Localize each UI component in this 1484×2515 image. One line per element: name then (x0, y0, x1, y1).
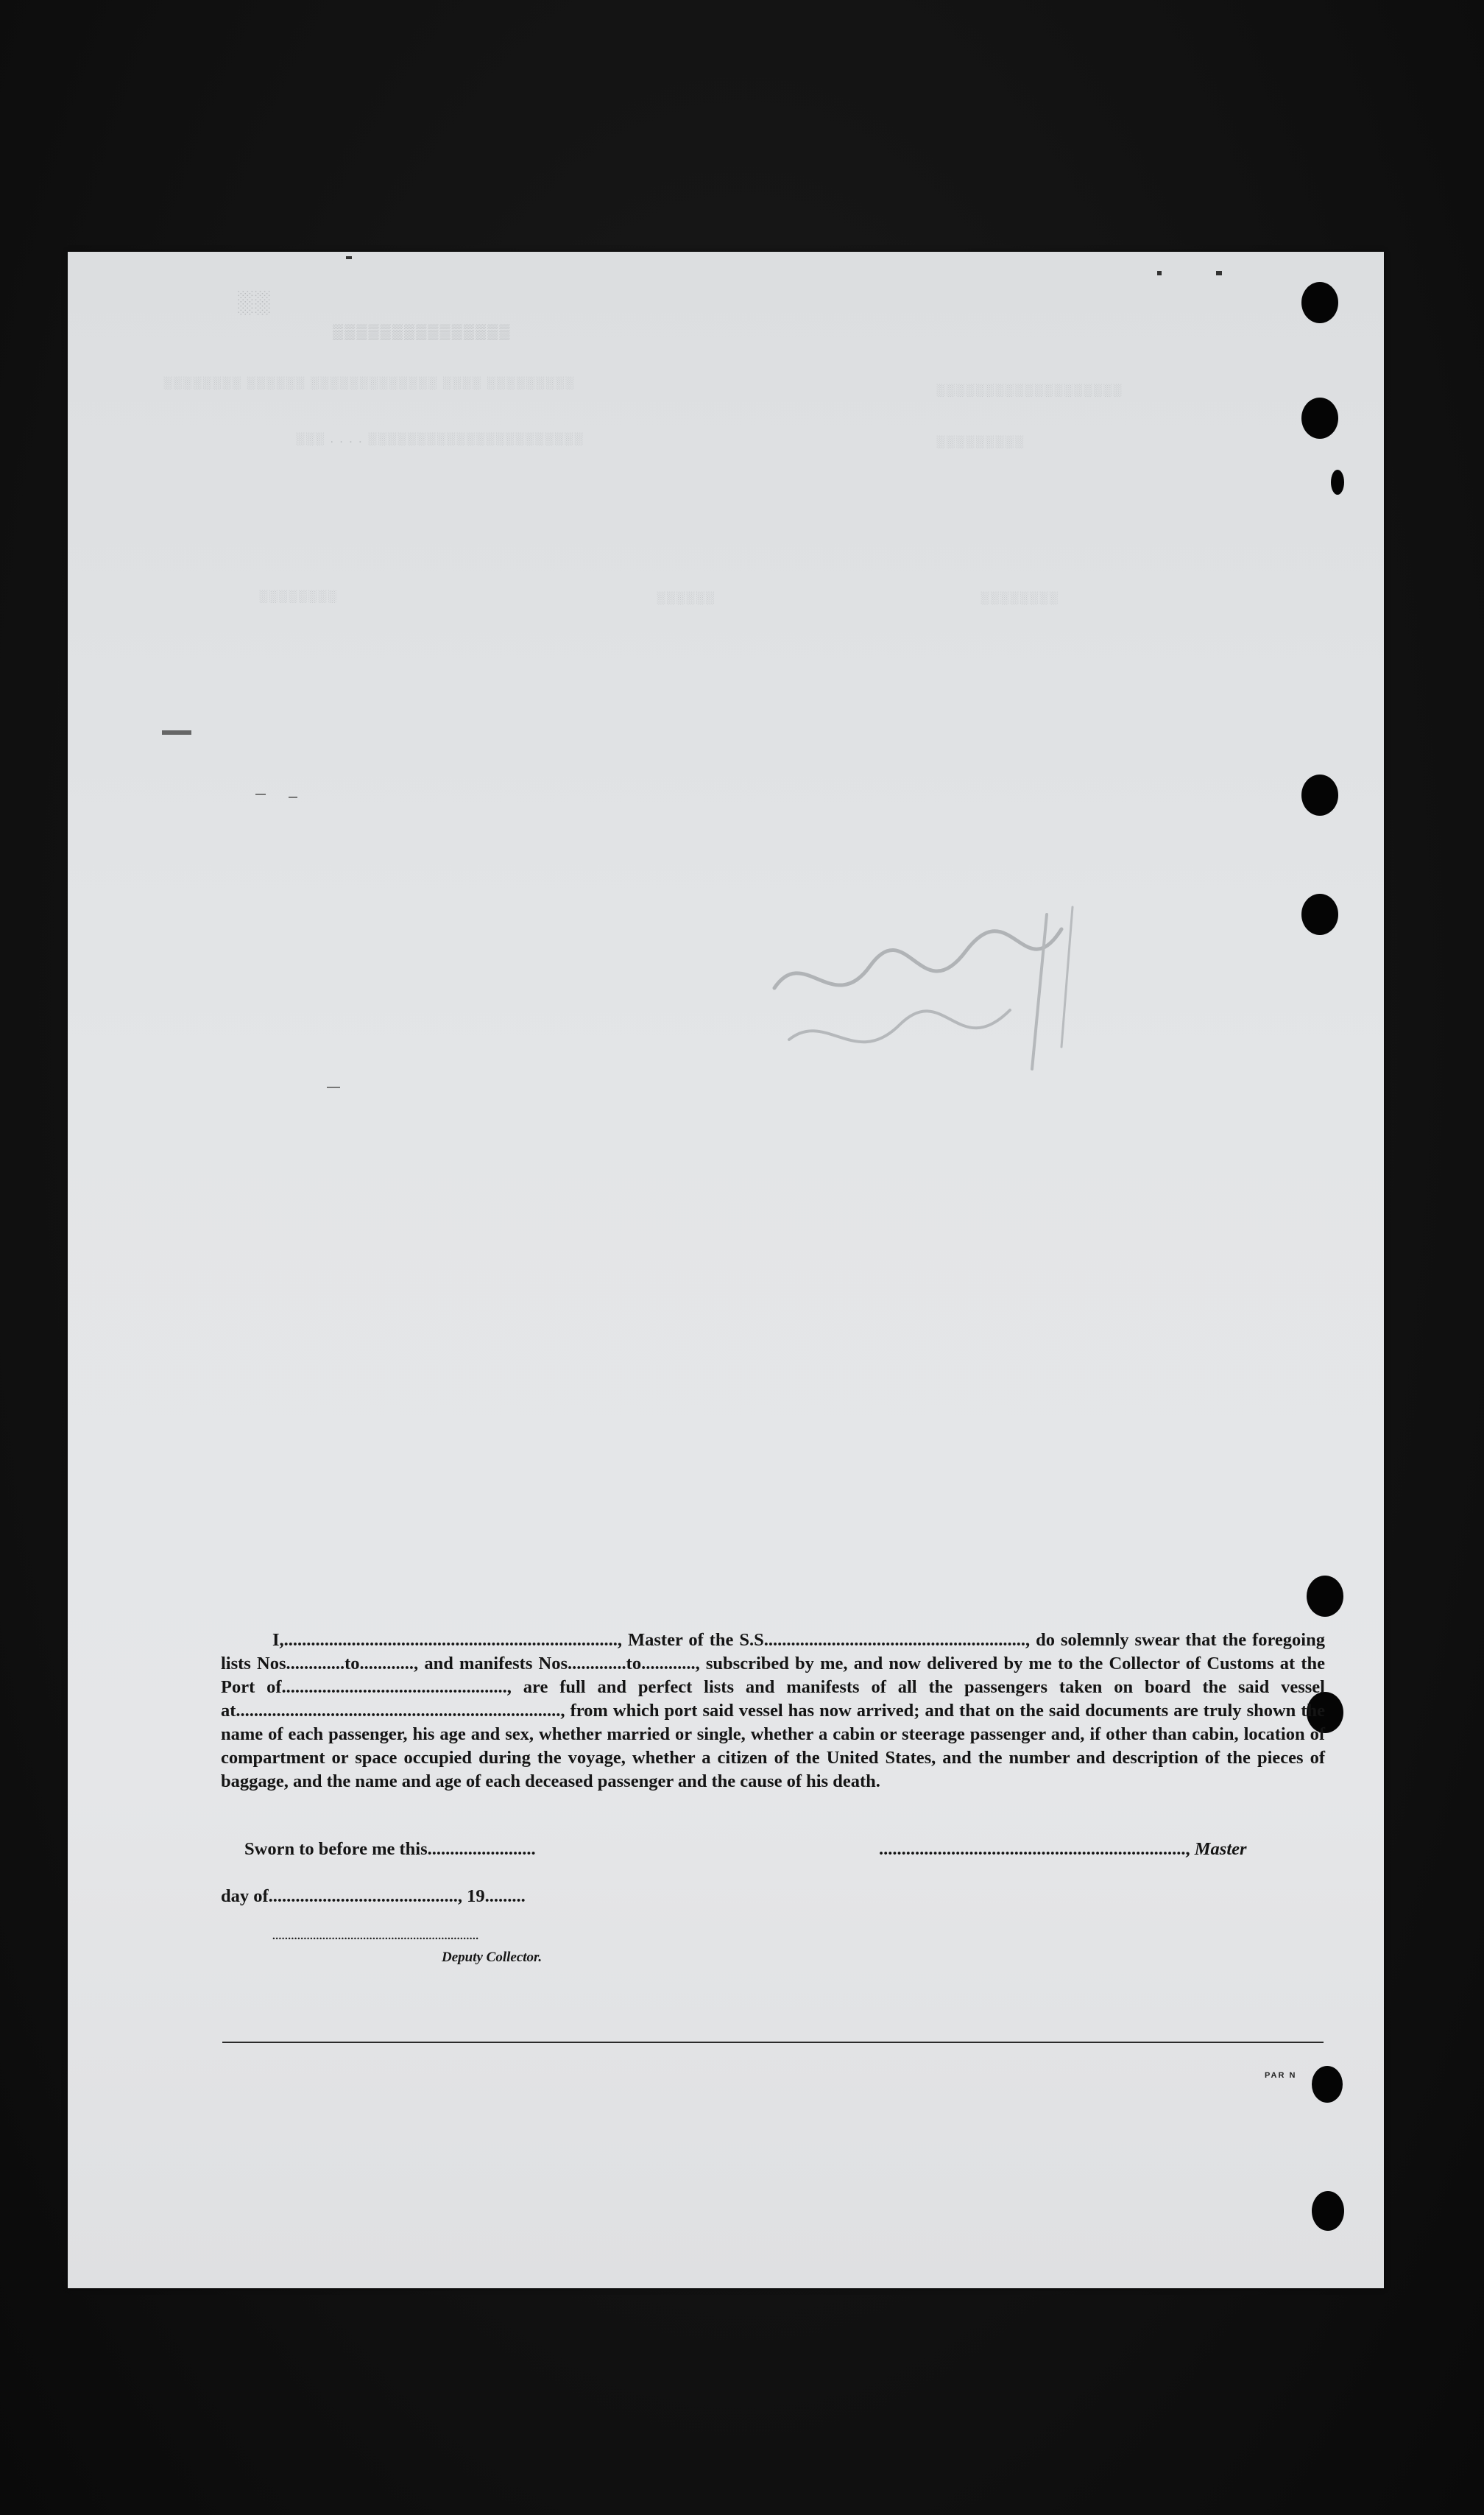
bleed-through-top: ░░ (237, 290, 272, 314)
bleed-through-header: ▒▒▒▒▒▒▒▒▒▒▒▒▒▒▒ (333, 324, 512, 340)
day-of-line (221, 1886, 526, 1907)
master-signature-line (879, 1839, 1247, 1860)
master-oath-paragraph: I,.........................................................................., Master of the S.S.........................................................., do solemnly swear that the foregoing lists Nos.............to............, and manifests Nos.............to............, subscribed by me, and now delivered by me to the Collector of Customs at the Port of.................................................., are full and perfect lists and manifests of all the passengers taken on board the said vessel at........................................................................, from which port said vessel has now arrived; and that on the said documents are truly shown the name of each passenger, his age and sex, whether married or single, whether a cabin or steerage passenger and, if other than cabin, location of compartment or space occupied during the voyage, whether a citizen of the United States, and the number and description of the pieces of baggage, and the name and age of each deceased passenger and the cause of his death. (221, 1630, 1325, 1791)
stray-mark (1157, 271, 1162, 275)
punch-hole (1307, 1576, 1343, 1617)
bottom-rule (222, 2042, 1324, 2043)
punch-hole (1331, 470, 1344, 495)
stray-mark (255, 794, 266, 795)
bleed-through-line-2: ░░░░░░░░░░░░░░░░░░░ (936, 384, 1123, 397)
manifest-page (68, 252, 1384, 2288)
sworn-before-text: Sworn to before me this........................ (244, 1839, 536, 1859)
stray-mark (289, 797, 297, 798)
master-label: Master (1194, 1839, 1247, 1859)
punch-hole (1301, 775, 1338, 816)
deputy-collector-label: Deputy Collector. (442, 1950, 543, 1965)
bleed-through-columns-2: ░░░░░░ (657, 592, 716, 604)
deputy-signature-dots: .................................................................. (272, 1930, 479, 1942)
bleed-through-columns-3: ░░░░░░░░ (981, 592, 1059, 604)
day-of-text: day of.........................................., 19......... (221, 1886, 526, 1906)
stray-mark (327, 1087, 340, 1088)
bleed-through-line-1: ░░░░░░░░ ░░░░░░ ░░░░░░░░░░░░░ ░░░░ ░░░░░░░░░ (163, 377, 576, 389)
stray-mark (1216, 271, 1222, 275)
punch-hole (1301, 894, 1338, 935)
sworn-before-line (244, 1839, 536, 1860)
handwriting-scribble (745, 900, 1128, 1121)
stray-mark (346, 256, 352, 259)
form-code: PAR N (1265, 2071, 1297, 2080)
punch-hole (1312, 2066, 1343, 2103)
bleed-through-line-4: ░░░░░░░░░ (936, 436, 1025, 448)
bleed-through-columns: ░░░░░░░░ (259, 590, 338, 603)
punch-hole (1301, 398, 1338, 439)
master-signature-dots: ...................................................................., (879, 1839, 1190, 1859)
punch-hole (1312, 2191, 1344, 2231)
bleed-through-line-3: ░░░ . . . . ░░░░░░░░░░░░░░░░░░░░░░ (296, 433, 584, 445)
stray-mark (162, 730, 191, 735)
punch-hole (1301, 282, 1338, 323)
